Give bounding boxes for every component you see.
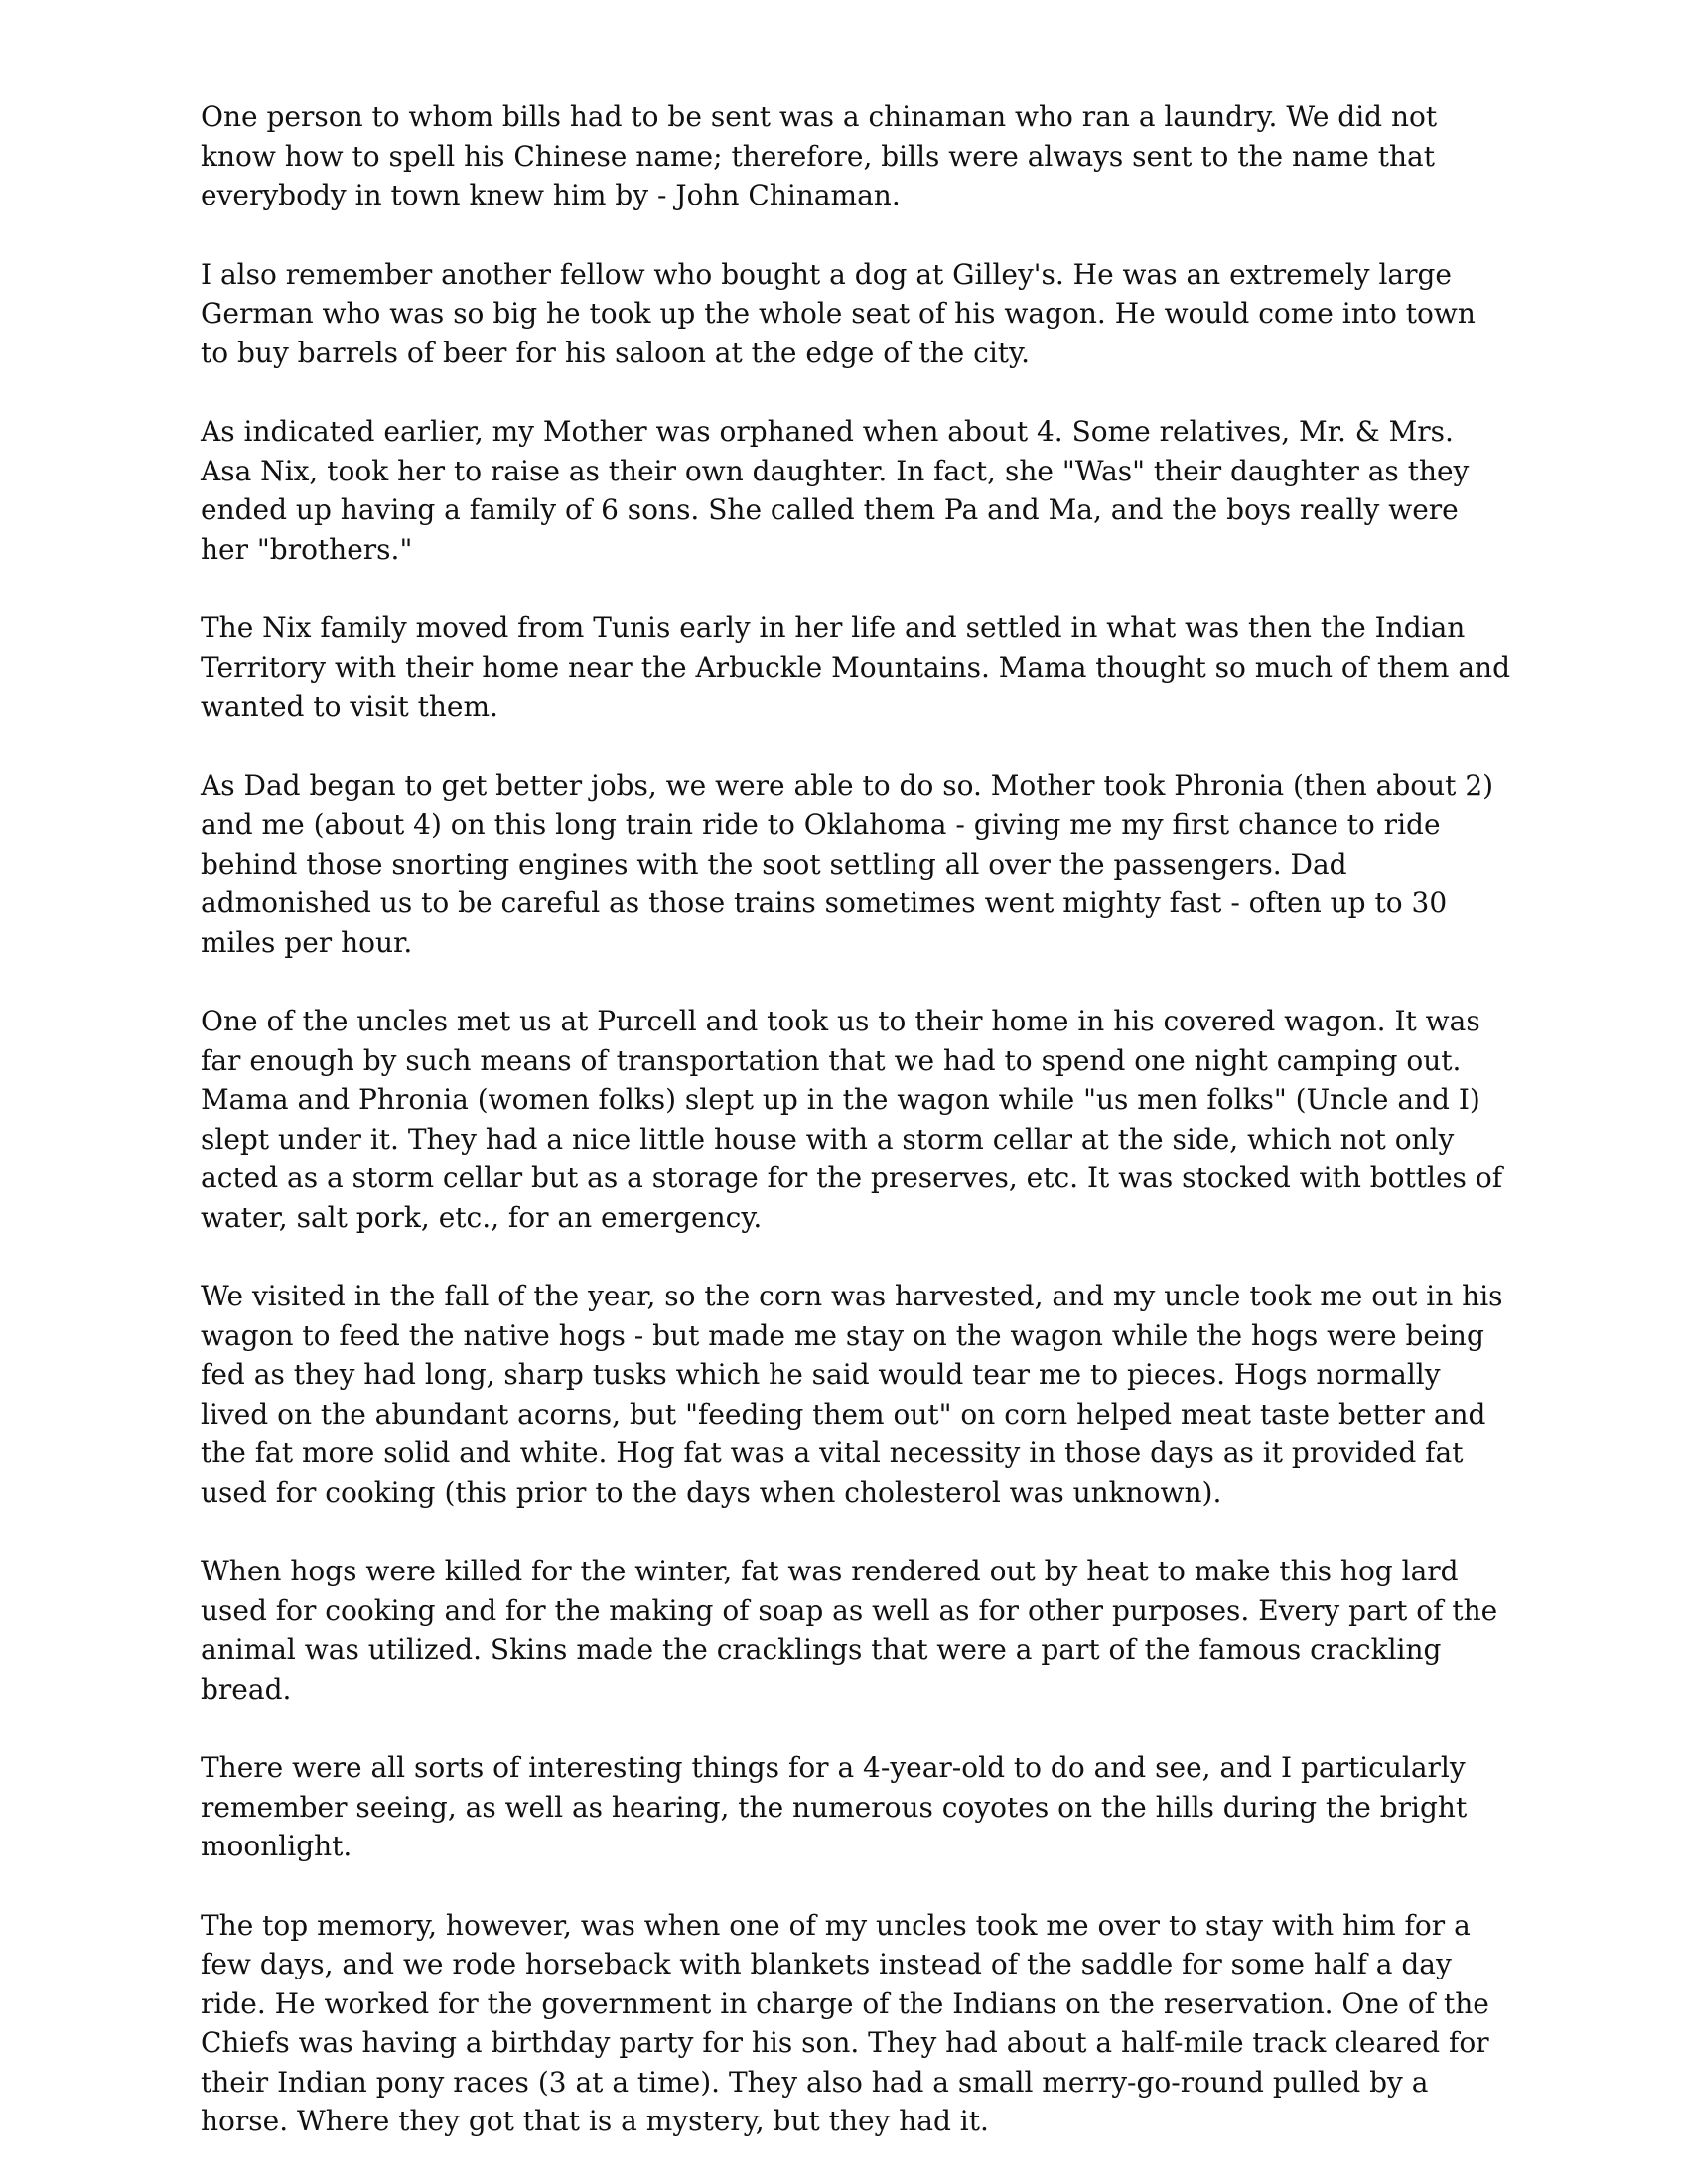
paragraph-covered-wagon: One of the uncles met us at Purcell and took us to their home in his covered wagon. It was far enough by such means of transportation that we had to spend one night camping out. Mama and Phronia (women folks) slept up in the wagon while "us men folks" (Uncle and I) slept under it. They had a nice little house with a storm cellar at the side, which not only acted as a storm cellar but as a storage for the preserves, etc. It was stocked with bottles of water, salt pork, etc., for an emergency.	[201, 1005, 1503, 1234]
paragraph-german-saloon: I also remember another fellow who bought a dog at Gilley's. He was an extremely large German who was so big he took up the whole seat of his wagon. He would come into town to buy barrels of beer for his saloon at the edge of the city.	[201, 257, 1476, 369]
paragraph-mother-orphaned: As indicated earlier, my Mother was orphaned when about 4. Some relatives, Mr. & Mrs. Asa Nix, took her to raise as their own daughter. In fact, she "Was" their daughter as they ended up having a family of 6 sons. She called them Pa and Ma, and the boys really were her "brothers."	[201, 415, 1470, 566]
paragraph-top-memory: The top memory, however, was when one of my uncles took me over to stay with him for a few days, and we rode horseback with blankets instead of the saddle for some half a day ride. He worked for the government in charge of the Indians on the reservation. One of the Chiefs was having a birthday party for his son. They had about a half-mile track cleared for their Indian pony races (3 at a time). They also had a small merry-go-round pulled by a horse. Where they got that is a mystery, but they had it.	[201, 1908, 1489, 2137]
page-body	[201, 97, 1511, 2181]
paragraph-hog-lard: When hogs were killed for the winter, fat was rendered out by heat to make this hog lard used for cooking and for the making of soap as well as for other purposes. Every part of the animal was utilized. Skins made the cracklings that were a part of the famous crackling bread.	[201, 1555, 1498, 1706]
paragraph-feeding-hogs: We visited in the fall of the year, so the corn was harvested, and my uncle took me out in his wagon to feed the native hogs - but made me stay on the wagon while the hogs were being fed as they had long, sharp tusks which he said would tear me to pieces. Hogs normally lived on the abundant acorns, but "feeding them out" on corn helped meat taste better and the fat more solid and white. Hog fat was a vital necessity in those days as it provided fat used for cooking (this prior to the days when cholesterol was unknown).	[201, 1280, 1503, 1509]
paragraph-coyotes: There were all sorts of interesting things for a 4-year-old to do and see, and I particularly remember seeing, as well as hearing, the numerous coyotes on the hills during the bright moonlight.	[201, 1751, 1468, 1862]
paragraph-nix-family: The Nix family moved from Tunis early in her life and settled in what was then the Indian Territory with their home near the Arbuckle Mountains. Mama thought so much of them and wanted to visit them.	[201, 612, 1510, 723]
paragraph-train-ride: As Dad began to get better jobs, we were able to do so. Mother took Phronia (then about 2) and me (about 4) on this long train ride to Oklahoma - giving me my first chance to ride behind those snorting engines with the soot settling all over the passengers. Dad admonished us to be careful as those trains sometimes went mighty fast - often up to 30 miles per hour.	[201, 768, 1494, 959]
paragraph-john-chinaman: One person to whom bills had to be sent was a chinaman who ran a laundry. We did not know how to spell his Chinese name; therefore, bills were always sent to the name that everybody in town knew him by - John Chinaman.	[201, 100, 1438, 211]
